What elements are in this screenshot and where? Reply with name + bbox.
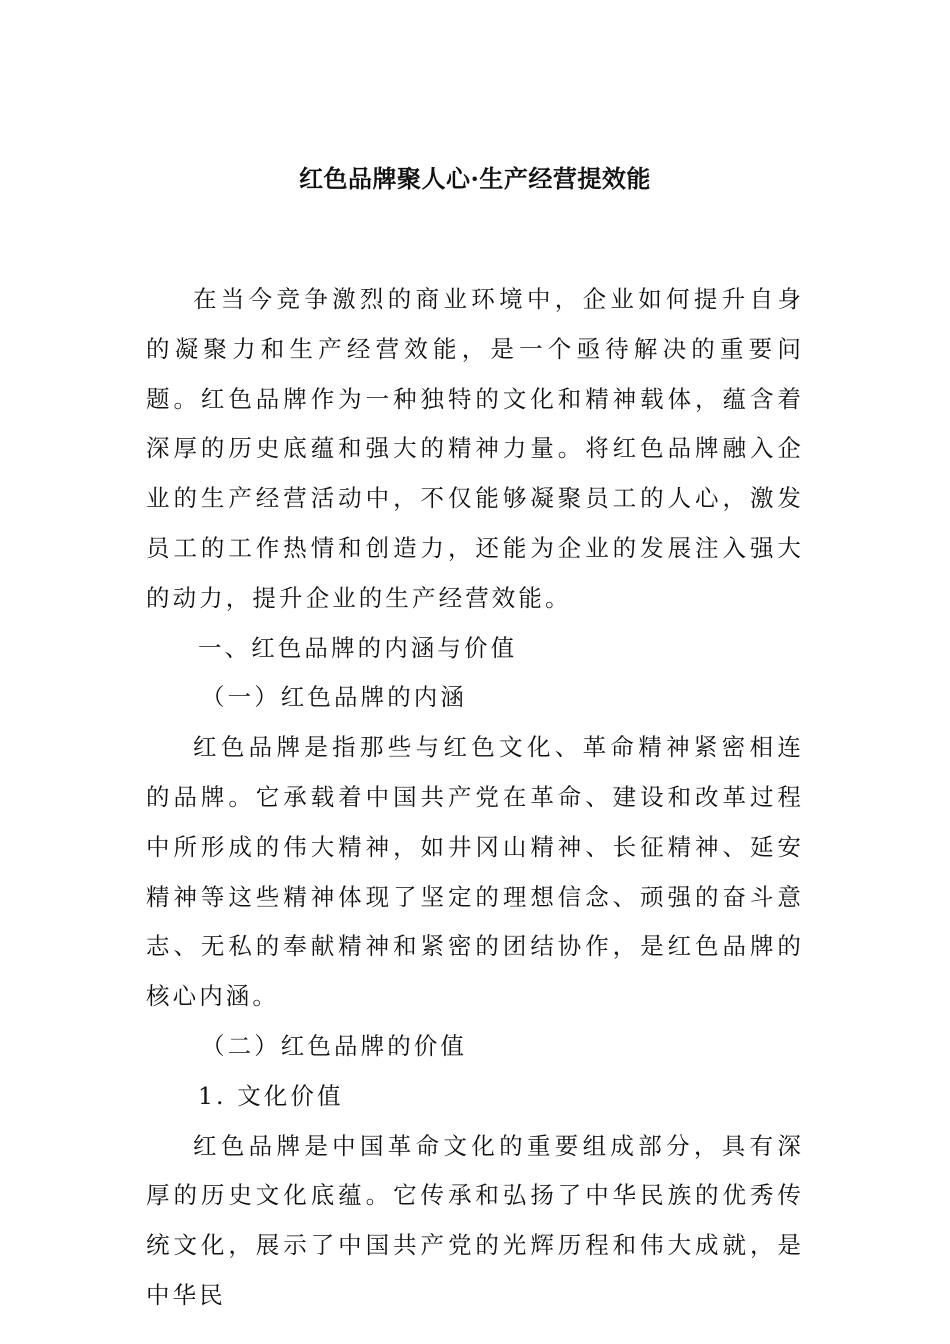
cultural-value-paragraph: 红色品牌是中国革命文化的重要组成部分，具有深厚的历史文化底蕴。它传承和弘扬了中华民族的优秀传统文化，展示了中国共产党的光辉历程和伟大成就，是中华民	[146, 1131, 804, 1309]
section-heading-1: 一、红色品牌的内涵与价值	[198, 633, 518, 662]
intro-paragraph: 在当今竞争激烈的商业环境中，企业如何提升自身的凝聚力和生产经营效能，是一个亟待解决的重要问题。红色品牌作为一种独特的文化和精神载体，蕴含着深厚的历史底蕴和强大的精神力量。将红色品牌融入企业的生产经营活动中，不仅能够凝聚员工的人心，激发员工的工作热情和创造力，还能为企业的发展注入强大的动力，提升企业的生产经营效能。	[146, 285, 804, 612]
connotation-paragraph: 红色品牌是指那些与红色文化、革命精神紧密相连的品牌。它承载着中国共产党在革命、建设和改革过程中所形成的伟大精神，如井冈山精神、长征精神、延安精神等这些精神体现了坚定的理想信念、顽强的奋斗意志、无私的奉献精神和紧密的团结协作，是红色品牌的核心内涵。	[146, 733, 804, 1011]
item-heading-1: 1. 文化价值	[198, 1081, 344, 1110]
document-title: 红色品牌聚人心·生产经营提效能	[299, 164, 651, 193]
subsection-heading-2: （二）红色品牌的价值	[201, 1031, 467, 1060]
subsection-heading-1: （一）红色品牌的内涵	[201, 683, 467, 712]
document-body	[146, 275, 804, 1321]
